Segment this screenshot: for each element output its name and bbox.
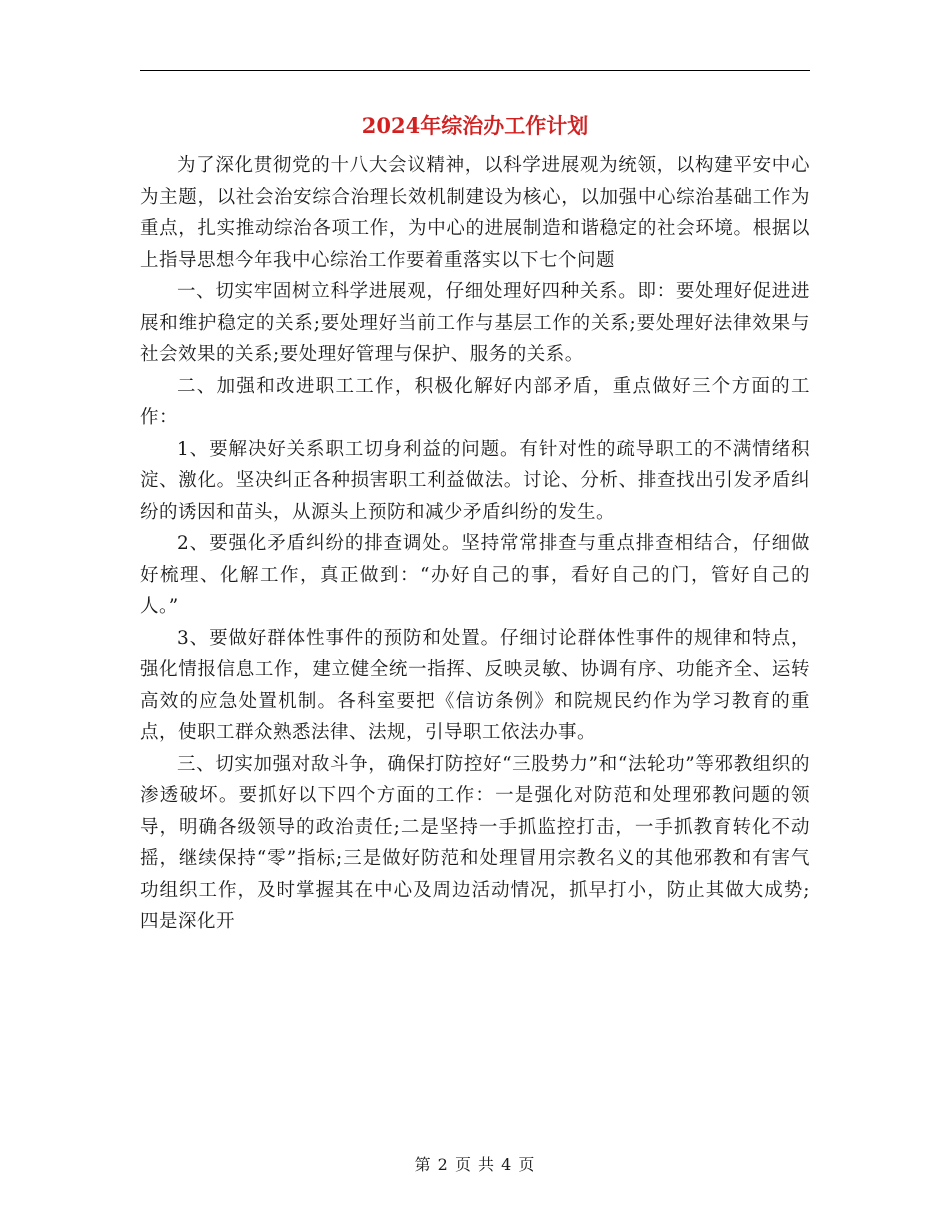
section-2-item-3-paragraph: 3、要做好群体性事件的预防和处置。仔细讨论群体性事件的规律和特点，强化情报信息工作，建立健全统一指挥、反映灵敏、协调有序、功能齐全、运转高效的应急处置机制。各科室要把《信访条例》和院规民约作为学习教育的重点，使职工群众熟悉法律、法规，引导职工依法办事。 — [140, 627, 810, 743]
document-title: 2024年综治办工作计划 — [361, 113, 589, 138]
header-rule — [140, 70, 810, 71]
section-1-paragraph: 一、切实牢固树立科学进展观，仔细处理好四种关系。即：要处理好促进进展和维护稳定的关系;要处理好当前工作与基层工作的关系;要处理好法律效果与社会效果的关系;要处理好管理与保护、服务的关系。 — [140, 281, 810, 365]
section-2-paragraph: 二、加强和改进职工工作，积极化解好内部矛盾，重点做好三个方面的工作： — [140, 375, 810, 428]
page-number-footer: 第 2 页 共 4 页 — [414, 1155, 536, 1174]
section-3-paragraph: 三、切实加强对敌斗争，确保打防控好“三股势力”和“法轮功”等邪教组织的渗透破坏。要抓好以下四个方面的工作：一是强化对防范和处理邪教问题的领导，明确各级领导的政治责任;二是坚持一手抓监控打击，一手抓教育转化不动摇，继续保持“零”指标;三是做好防范和处理冒用宗教名义的其他邪教和有害气功组织工作，及时掌握其在中心及周边活动情况，抓早打小，防止其做大成势;四是深化开 — [140, 753, 810, 932]
intro-paragraph: 为了深化贯彻党的十八大会议精神，以科学进展观为统领，以构建平安中心为主题，以社会治安综合治理长效机制建设为核心，以加强中心综治基础工作为重点，扎实推动综治各项工作，为中心的进展制造和谐稳定的社会环境。根据以上指导思想今年我中心综治工作要着重落实以下七个问题 — [140, 155, 810, 271]
section-2-item-2-paragraph: 2、要强化矛盾纠纷的排查调处。坚持常常排查与重点排查相结合，仔细做好梳理、化解工作，真正做到：“办好自己的事，看好自己的门，管好自己的人。” — [140, 533, 810, 617]
document-body — [140, 150, 810, 938]
section-2-item-1-paragraph: 1、要解决好关系职工切身利益的问题。有针对性的疏导职工的不满情绪积淀、激化。坚决纠正各种损害职工利益做法。讨论、分析、排查找出引发矛盾纠纷的诱因和苗头，从源头上预防和减少矛盾纠纷的发生。 — [140, 438, 810, 523]
